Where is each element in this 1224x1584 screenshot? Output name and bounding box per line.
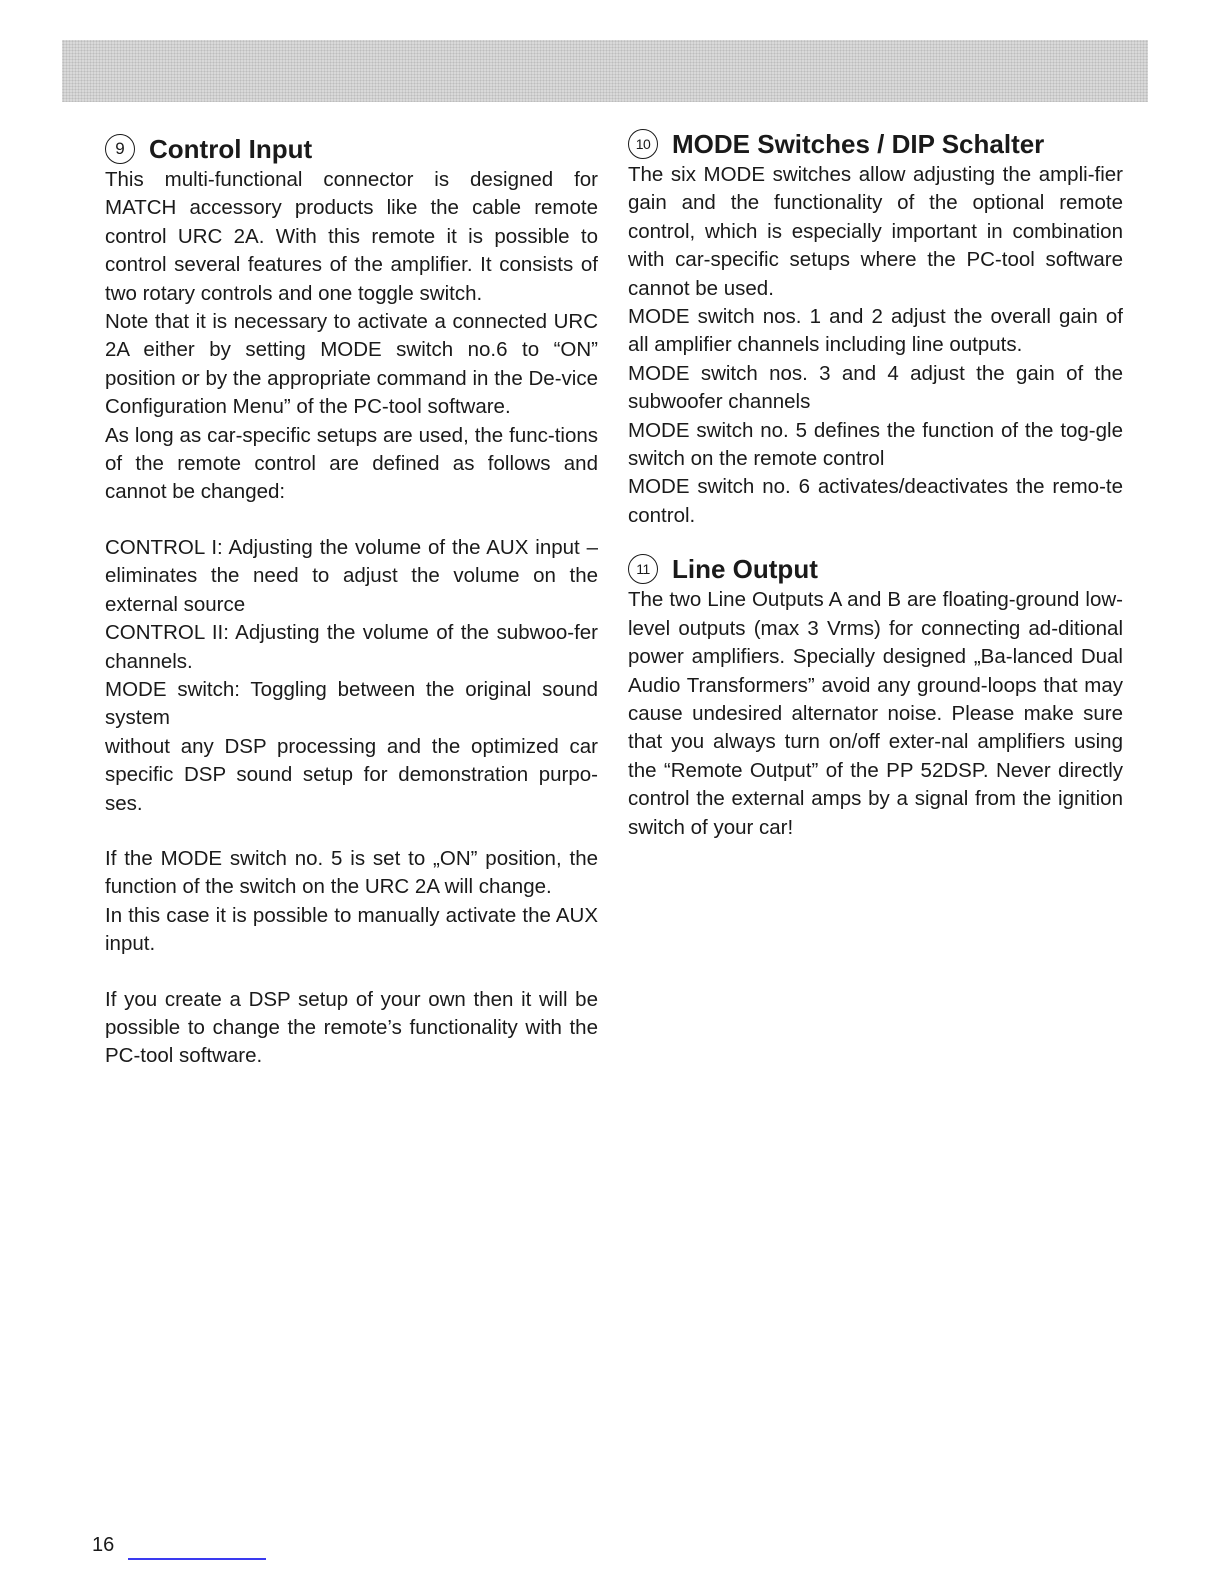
right-column: [628, 127, 1123, 842]
paragraph: The two Line Outputs A and B are floating-ground low-level outputs (max 3 Vrms) for connecting ad-ditional power amplifiers. Specially designed „Ba-lanced Dual Audio Transformers” avoid any ground-loops that may cause undesired alternator noise. Please make sure that you always turn on/off exter-nal amplifiers using the “Remote Output” of the PP 52DSP. Never directly control the external amps by a signal from the ignition switch of your car!: [628, 588, 1123, 839]
section-title: Control Input: [149, 134, 313, 164]
paragraph: Note that it is necessary to activate a connected URC 2A either by setting MODE switch no.6 to “ON” position or by the appropriate command in the De-vice Configuration Menu” of the PC-tool software.: [105, 310, 598, 419]
paragraph: CONTROL I: Adjusting the volume of the AUX input – eliminates the need to adjust the volume on the external source: [105, 535, 598, 616]
section-number-badge: 11: [628, 554, 658, 584]
section-title: Line Output: [672, 554, 818, 585]
spacer: [105, 959, 598, 986]
paragraph: MODE switch no. 6 activates/deactivates the remo-te control.: [628, 475, 1123, 527]
left-column: [105, 132, 598, 1071]
spacer: [105, 818, 598, 845]
paragraph: MODE switch: Toggling between the original sound system: [105, 677, 598, 730]
section-number-badge: 10: [628, 129, 658, 159]
paragraph: MODE switch no. 5 defines the function of the tog-gle switch on the remote control: [628, 418, 1123, 471]
paragraph: without any DSP processing and the optimized car specific DSP sound setup for demonstration purpo-ses.: [105, 734, 598, 815]
paragraph: The six MODE switches allow adjusting the ampli-fier gain and the functionality of the optional remote control, which is especially important in combination with car-specific setups where the PC-tool software cannot be used.: [628, 163, 1123, 300]
section-number-badge: 9: [105, 134, 135, 164]
footer-rule: [128, 1558, 266, 1560]
section-heading-line-output: [628, 552, 1123, 586]
section-heading-control-input: [105, 132, 598, 166]
spacer: [105, 507, 598, 534]
section-heading-mode-switches: [628, 127, 1123, 161]
section-title: MODE Switches / DIP Schalter: [672, 129, 1045, 159]
paragraph: MODE switch nos. 1 and 2 adjust the overall gain of all amplifier channels including line outputs.: [628, 305, 1123, 357]
paragraph: This multi-functional connector is designed for MATCH accessory products like the cable remote control URC 2A. With this remote it is possible to control several features of the amplifier. It consists of two rotary controls and one toggle switch.: [105, 168, 598, 305]
paragraph: CONTROL II: Adjusting the volume of the subwoo-fer channels.: [105, 621, 598, 673]
paragraph: In this case it is possible to manually activate the AUX input.: [105, 903, 598, 956]
page-number: 16: [92, 1534, 115, 1556]
paragraph: MODE switch nos. 3 and 4 adjust the gain of the subwoofer channels: [628, 361, 1123, 414]
paragraph: If you create a DSP setup of your own then it will be possible to change the remote’s functionality with the PC-tool software.: [105, 987, 598, 1068]
paragraph: If the MODE switch no. 5 is set to „ON” position, the function of the switch on the URC 2A will change.: [105, 846, 598, 899]
paragraph: As long as car-specific setups are used, the func-tions of the remote control are defined as follows and cannot be changed:: [105, 423, 598, 504]
header-band: [62, 40, 1148, 102]
